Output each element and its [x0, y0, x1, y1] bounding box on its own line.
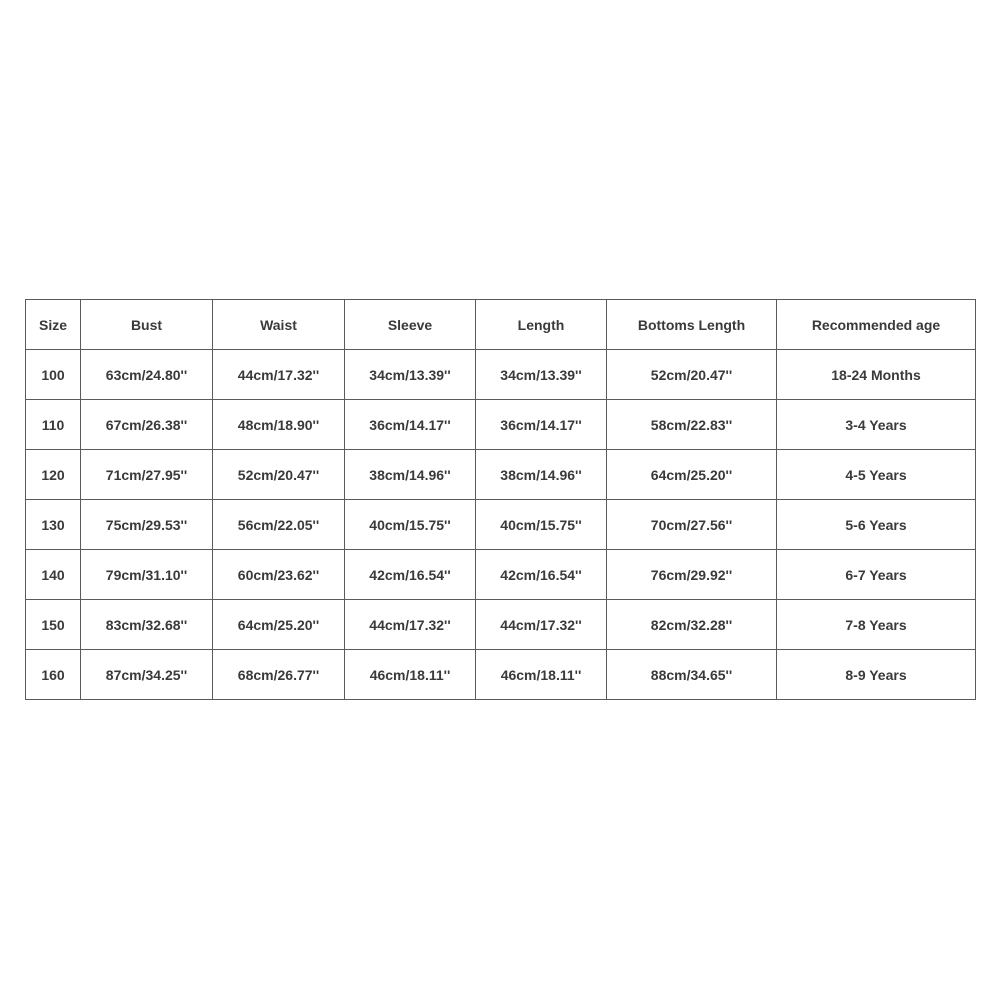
cell-bust: 67cm/26.38'' — [81, 400, 213, 450]
cell-waist: 68cm/26.77'' — [213, 650, 345, 700]
header-waist: Waist — [213, 300, 345, 350]
cell-bust: 75cm/29.53'' — [81, 500, 213, 550]
cell-bust: 79cm/31.10'' — [81, 550, 213, 600]
cell-sleeve: 38cm/14.96'' — [345, 450, 476, 500]
table-row — [26, 350, 976, 400]
cell-size: 120 — [26, 450, 81, 500]
cell-sleeve: 44cm/17.32'' — [345, 600, 476, 650]
cell-recommended-age: 3-4 Years — [777, 400, 976, 450]
table-row — [26, 650, 976, 700]
cell-bust: 71cm/27.95'' — [81, 450, 213, 500]
cell-waist: 60cm/23.62'' — [213, 550, 345, 600]
cell-bust: 87cm/34.25'' — [81, 650, 213, 700]
cell-length: 40cm/15.75'' — [476, 500, 607, 550]
header-size: Size — [26, 300, 81, 350]
cell-recommended-age: 8-9 Years — [777, 650, 976, 700]
cell-bottoms-length: 52cm/20.47'' — [607, 350, 777, 400]
cell-bust: 83cm/32.68'' — [81, 600, 213, 650]
cell-bottoms-length: 70cm/27.56'' — [607, 500, 777, 550]
table-row — [26, 400, 976, 450]
cell-size: 100 — [26, 350, 81, 400]
table-row — [26, 450, 976, 500]
cell-sleeve: 36cm/14.17'' — [345, 400, 476, 450]
cell-size: 160 — [26, 650, 81, 700]
cell-recommended-age: 18-24 Months — [777, 350, 976, 400]
cell-bottoms-length: 76cm/29.92'' — [607, 550, 777, 600]
cell-size: 150 — [26, 600, 81, 650]
table-row — [26, 500, 976, 550]
header-sleeve: Sleeve — [345, 300, 476, 350]
cell-length: 44cm/17.32'' — [476, 600, 607, 650]
cell-size: 130 — [26, 500, 81, 550]
cell-sleeve: 42cm/16.54'' — [345, 550, 476, 600]
cell-length: 46cm/18.11'' — [476, 650, 607, 700]
cell-recommended-age: 6-7 Years — [777, 550, 976, 600]
cell-size: 140 — [26, 550, 81, 600]
cell-recommended-age: 4-5 Years — [777, 450, 976, 500]
cell-waist: 64cm/25.20'' — [213, 600, 345, 650]
cell-waist: 44cm/17.32'' — [213, 350, 345, 400]
cell-length: 36cm/14.17'' — [476, 400, 607, 450]
header-row — [26, 300, 976, 350]
cell-sleeve: 40cm/15.75'' — [345, 500, 476, 550]
cell-waist: 48cm/18.90'' — [213, 400, 345, 450]
cell-length: 38cm/14.96'' — [476, 450, 607, 500]
cell-recommended-age: 5-6 Years — [777, 500, 976, 550]
size-chart-table — [25, 299, 976, 700]
cell-bottoms-length: 88cm/34.65'' — [607, 650, 777, 700]
cell-length: 34cm/13.39'' — [476, 350, 607, 400]
table-row — [26, 600, 976, 650]
cell-waist: 56cm/22.05'' — [213, 500, 345, 550]
cell-sleeve: 46cm/18.11'' — [345, 650, 476, 700]
table-row — [26, 550, 976, 600]
cell-bottoms-length: 82cm/32.28'' — [607, 600, 777, 650]
cell-length: 42cm/16.54'' — [476, 550, 607, 600]
header-bust: Bust — [81, 300, 213, 350]
header-bottoms-length: Bottoms Length — [607, 300, 777, 350]
header-length: Length — [476, 300, 607, 350]
cell-bottoms-length: 64cm/25.20'' — [607, 450, 777, 500]
cell-bottoms-length: 58cm/22.83'' — [607, 400, 777, 450]
header-recommended-age: Recommended age — [777, 300, 976, 350]
cell-waist: 52cm/20.47'' — [213, 450, 345, 500]
cell-sleeve: 34cm/13.39'' — [345, 350, 476, 400]
cell-bust: 63cm/24.80'' — [81, 350, 213, 400]
cell-size: 110 — [26, 400, 81, 450]
cell-recommended-age: 7-8 Years — [777, 600, 976, 650]
